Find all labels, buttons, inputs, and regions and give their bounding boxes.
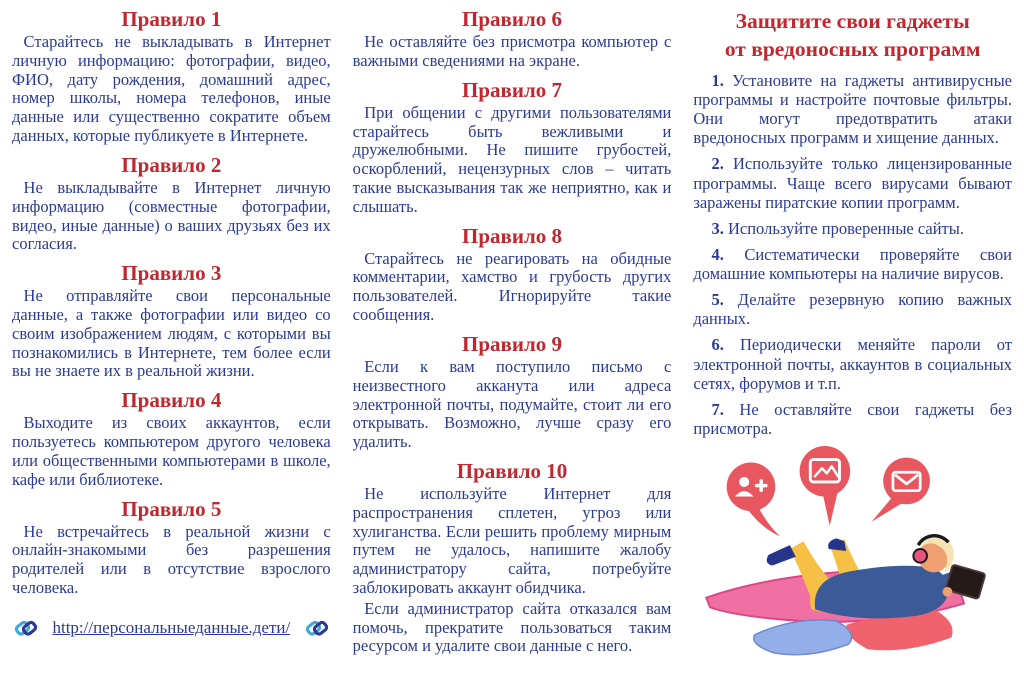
hand [943,587,953,597]
rule-section-6 [353,8,672,71]
item-number: 3. [711,218,724,238]
image-bubble-icon [800,446,851,526]
rule-10-text-1: Не используйте Интернет для распространения сплетен, угроз или хулиганства. Если решить проблему мирным путем не удалось, напишите жалобу администратору сайта, потребуйте заблокировать аккаунт обидчика. [352,484,672,597]
item-text: Используйте проверенные сайты. [723,218,964,238]
protect-item-1 [693,71,1012,148]
headphones-earcup [913,549,927,563]
protect-title [693,8,1012,64]
rule-5-title: Правило 5 [121,496,222,521]
rule-section-9 [353,333,672,452]
mail-bubble-icon [872,458,930,522]
rule-section-7 [353,79,672,217]
rule-9-text: Если к вам поступило письмо с неизвестного акканута или адреса электронной почты, подумайте, стоит ли его открывать. Возможно, лучше сразу его удалить. [352,356,672,452]
item-text: Установите на гаджеты антивирусные программы и настройте почтовые фильтры. Они могут предотвратить атаки вредоносных программ и хищение данных. [693,70,1013,148]
rule-section-3 [12,262,331,381]
rule-4-text: Выходите из своих аккаунтов, если пользуетесь компьютером другого человека или общественными компьютерами в школе, кафе или библиотеке. [12,413,331,489]
rule-2-title: Правило 2 [121,152,222,177]
rule-section-5 [12,498,331,598]
rule-1-title: Правило 1 [121,7,222,31]
rule-5-text: Не встречайтесь в реальной жизни с онлайн-знакомыми без разрешения родителей или в отсутствие взрослого человека. [12,521,331,597]
rule-9-title: Правило 9 [462,331,562,356]
rule-3-title: Правило 3 [121,261,222,286]
rule-7-text: При общении с другими пользователями старайтесь быть вежливыми и дружелюбными. Не пишите грубостей, оскорблений, нецензурных слов – читать такие высказывания так же неприятно, как и слышать. [352,102,672,216]
rule-section-8 [353,225,672,325]
column-rules-1-5 [12,4,331,694]
add-user-bubble-icon [727,462,780,536]
item-number: 5. [711,290,724,310]
rule-8-title: Правило 8 [462,223,562,248]
item-number: 6. [711,335,724,355]
rule-8-text: Старайтесь не реагировать на обидные комментарии, хамство и грубость других пользователей. Игнорируйте такие сообщения. [352,248,672,325]
column-protect-gadgets [693,4,1012,694]
rule-1-text: Старайтесь не выкладывать в Интернет личную информацию: фотографии, видео, ФИО, дату рождения, домашний адрес, номер школы, номера телефонов, иные данные или существенно сократите объем данных, которые публикуете в Интернете. [12,32,331,146]
protect-item-2 [693,154,1012,211]
protect-item-5 [693,290,1012,328]
item-text: Систематически проверяйте свои домашние компьютеры на наличие вирусов. [693,244,1013,283]
item-text: Не оставляйте свои гаджеты без присмотра. [693,399,1013,438]
rule-10-title: Правило 10 [456,458,568,483]
shoe-left [767,545,796,565]
protect-item-4 [693,245,1012,283]
rule-3-text: Не отправляйте свои персональные данные, а также фотографии или видео со своим изображением людям, с которыми вы познакомились в Интернете, тем более если вы не знаете их в реальной жизни. [12,286,331,381]
rule-section-4 [12,389,331,489]
rule-7-title: Правило 7 [462,77,562,102]
item-number: 2. [711,154,724,174]
rule-section-2 [12,154,331,254]
link-row [12,616,331,640]
rule-section-10 [353,460,672,656]
item-text: Делайте резервную копию важных данных. [693,290,1013,329]
rule-6-title: Правило 6 [462,7,562,31]
column-rules-6-10 [353,4,672,694]
rule-10-text-2: Если администратор сайта отказался вам помочь, прекратите пользоваться таким ресурсом и удалите свои данные с него. [352,598,672,656]
personal-data-logo-icon [14,616,38,640]
gadget-illustration [700,444,1012,656]
item-text: Используйте только лицензированные программы. Чаще всего вирусами бывают заражены пиратские копии программ. [693,154,1013,212]
blue-pillow [754,620,852,655]
rule-section-1 [12,8,331,146]
rule-2-text: Не выкладывайте в Интернет личную информацию (совместные фотографии, видео, иные данные) о ваших друзьях без их согласия. [12,177,331,254]
protect-title-line1: Защитите свои гаджеты [735,9,970,33]
protect-title-line2: от вредоносных программ [724,36,981,61]
item-number: 7. [711,399,724,419]
item-number: 4. [711,244,724,264]
personal-data-logo-icon [305,616,329,640]
rule-6-text: Не оставляйте без присмотра компьютер с важными сведениями на экране. [352,32,672,70]
rule-4-title: Правило 4 [121,388,222,413]
protect-item-7 [693,400,1012,438]
protect-item-3 [693,219,1012,238]
item-number: 1. [711,70,724,90]
illustration-container [693,444,1012,656]
protect-item-6 [693,335,1012,392]
personal-data-link[interactable]: http://персональныеданные.дети/ [52,617,291,637]
item-text: Периодически меняйте пароли от электронной почты, аккаунтов в социальных сетях, форумов и т.п. [693,335,1013,393]
